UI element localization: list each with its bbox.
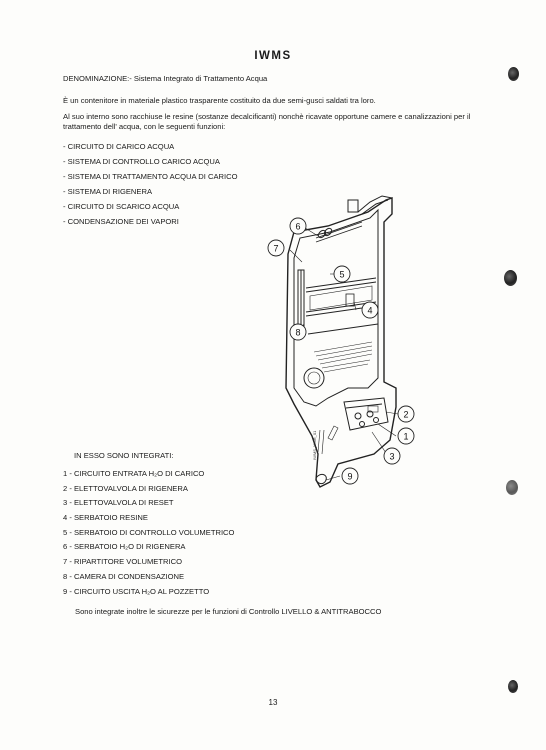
footer-note: Sono integrate inoltre le sicurezze per le funzioni di Controllo LIVELLO & ANTITRABOCCO — [75, 607, 382, 616]
list-item: - SISTEMA DI CONTROLLO CARICO ACQUA — [63, 157, 220, 166]
list-item: 2 - ELETTOVALVOLA DI RIGENERA — [63, 483, 188, 493]
list-item: 5 - SERBATOIO DI CONTROLLO VOLUMETRICO — [63, 527, 235, 537]
punch-hole-icon — [508, 680, 518, 693]
svg-text:IWMS_MMR_01: IWMS_MMR_01 — [312, 430, 317, 460]
list-item: 8 - CAMERA DI CONDENSAZIONE — [63, 571, 185, 581]
functions-list — [63, 139, 238, 229]
list-item: 3 - ELETTOVALVOLA DI RESET — [63, 498, 174, 508]
callout-label-8: 8 — [295, 327, 301, 338]
callout-label-4: 4 — [367, 305, 373, 316]
callout-label-9: 9 — [347, 471, 353, 482]
list-item: - CIRCUITO DI CARICO ACQUA — [63, 142, 175, 151]
punch-hole-icon — [506, 480, 518, 495]
document-title: IWMS — [254, 50, 292, 62]
callout-label-1: 1 — [403, 431, 409, 442]
callout-label-6: 6 — [295, 221, 301, 232]
list-item: 1 - CIRCUITO ENTRATA H₂O DI CARICO — [63, 469, 205, 478]
list-item: - SISTEMA DI TRATTAMENTO ACQUA DI CARICO — [63, 172, 238, 181]
iwms-diagram — [258, 192, 428, 494]
paragraph-1: È un contenitore in materiale plastico trasparente costituito da due semi-gusci saldati tra loro. — [63, 96, 376, 105]
list-item: 4 - SERBATOIO RESINE — [63, 513, 148, 523]
list-item: - SISTEMA DI RIGENERA — [63, 187, 153, 196]
page-number: 13 — [268, 698, 278, 707]
punch-hole-icon — [504, 270, 517, 286]
callout-label-2: 2 — [403, 409, 409, 420]
punch-hole-icon — [508, 67, 519, 81]
list-item: 9 - CIRCUITO USCITA H₂O AL POZZETTO — [63, 586, 210, 596]
list-item: 6 - SERBATOIO H₂O DI RIGENERA — [63, 542, 186, 552]
paragraph-2: Al suo interno sono racchiuse le resine (sostanze decalcificanti) nonchè ricavate opportune camere e canalizzazioni per il trattamento dell' acqua, con le seguenti funzioni: — [63, 112, 471, 131]
components-list — [63, 467, 234, 599]
callout-label-5: 5 — [339, 269, 345, 280]
list-item: - CONDENSAZIONE DEI VAPORI — [63, 217, 179, 226]
denomination-line: DENOMINAZIONE:- Sistema Integrato di Trattamento Acqua — [63, 74, 268, 83]
callout-label-7: 7 — [273, 243, 279, 254]
list-item: - CIRCUITO DI SCARICO ACQUA — [63, 202, 180, 211]
list-item: 7 - RIPARTITORE VOLUMETRICO — [63, 557, 182, 567]
integrated-heading: IN ESSO SONO INTEGRATI: — [74, 451, 174, 460]
callout-label-3: 3 — [389, 451, 395, 462]
